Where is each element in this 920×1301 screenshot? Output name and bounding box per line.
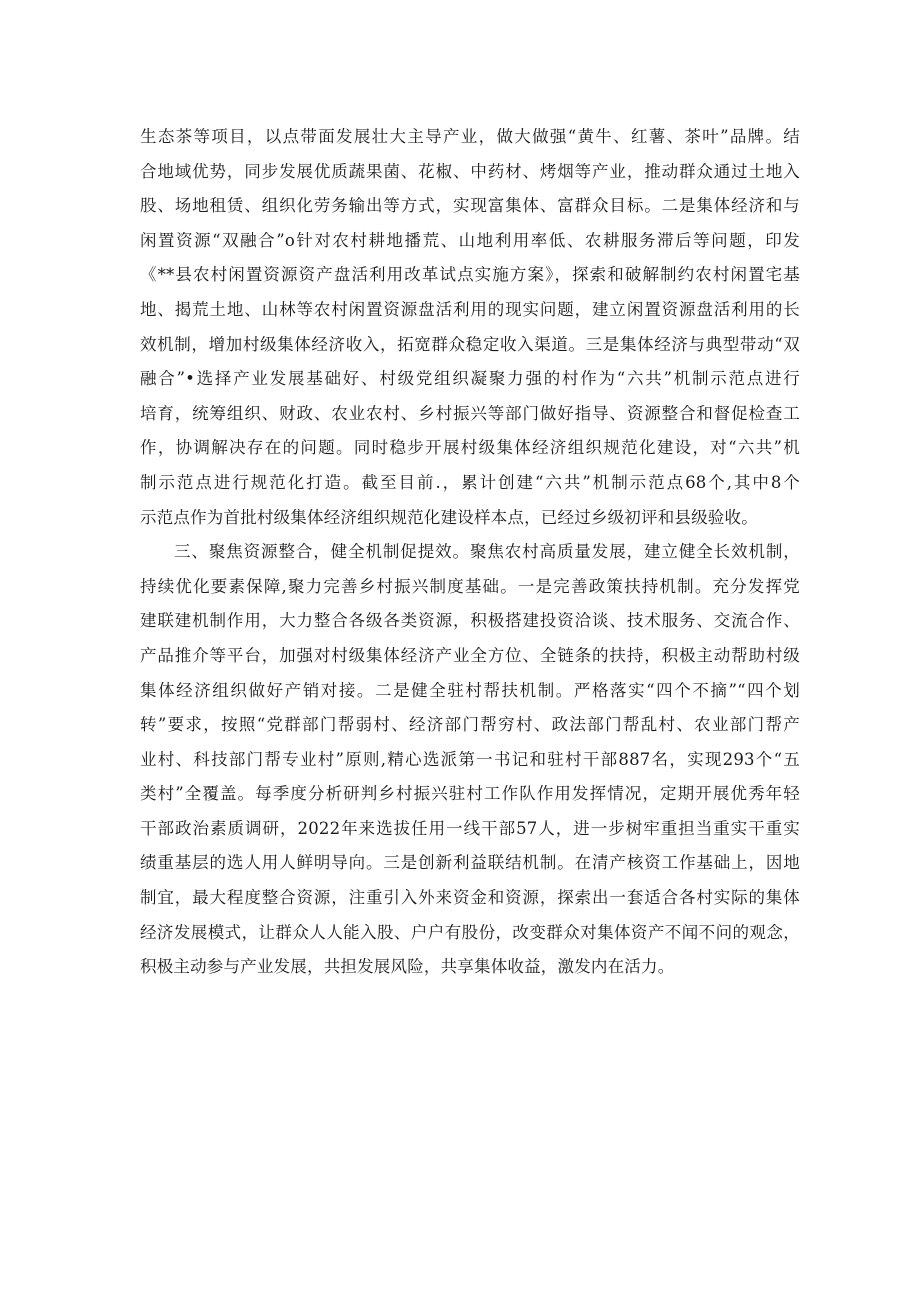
- paragraph-line: 积极主动参与产业发展，共担发展风险，共享集体收益，激发内在活力。: [140, 957, 675, 977]
- paragraph-line: 股、场地租赁、组织化劳务输出等方式，实现富集体、富群众目标。二是集体经济和与: [140, 196, 800, 216]
- paragraph-line: 业村、科技部门帮专业村”原则,精心选派第一书记和驻村干部887名，实现293个“五: [140, 749, 800, 769]
- paragraph-line: 生态茶等项目，以点带面发展壮大主导产业，做大做强“黄牛、红薯、茶叶”品牌。结: [140, 127, 800, 146]
- paragraph-line: 制宜，最大程度整合资源，注重引入外来资金和资源，探索出一套适合各村实际的集体: [140, 888, 800, 908]
- paragraph-line: 作，协调解决存在的问题。同时稳步开展村级集体经济组织规范化建设，对“六共”机: [140, 438, 800, 458]
- paragraph-line: 制示范点进行规范化打造。截至目前.，累计创建“六共”机制示范点68个,其中8个: [140, 472, 800, 492]
- paragraph-1: [140, 120, 800, 535]
- paragraph-line: 合地域优势，同步发展优质蔬果菌、花椒、中药材、烤烟等产业，推动群众通过土地入: [140, 161, 800, 181]
- paragraph-line: 经济发展模式，让群众人人能入股、户户有股份，改变群众对集体资产不闻不问的观念，: [140, 922, 800, 942]
- section-heading-line: 三、聚焦资源整合，健全机制促提效。聚焦农村高质量发展，建立健全长效机制，: [174, 542, 800, 562]
- paragraph-line: 绩重基层的选人用人鲜明导向。三是创新利益联结机制。在清产核资工作基础上，因地: [140, 853, 800, 873]
- paragraph-line: 集体经济组织做好产销对接。二是健全驻村帮扶机制。严格落实“四个不摘”“四个划: [140, 680, 800, 700]
- paragraph-line: 培育，统筹组织、财政、农业农村、乡村振兴等部门做好指导、资源整合和督促检查工: [140, 403, 800, 423]
- paragraph-2: [140, 535, 800, 985]
- document-body: [140, 120, 800, 985]
- paragraph-line: 类村”全覆盖。每季度分析研判乡村振兴驻村工作队作用发挥情况，定期开展优秀年轻: [140, 784, 800, 804]
- paragraph-line: 融合”•选择产业发展基础好、村级党组织凝聚力强的村作为“六共”机制示范点进行: [140, 369, 800, 389]
- paragraph-line: 闲置资源“双融合”o针对农村耕地播荒、山地利用率低、农耕服务滞后等问题，印发: [140, 230, 800, 250]
- paragraph-line: 持续优化要素保障,聚力完善乡村振兴制度基础。一是完善政策扶持机制。充分发挥党: [140, 576, 800, 596]
- paragraph-line: 转”要求，按照“党群部门帮弱村、经济部门帮穷村、政法部门帮乱村、农业部门帮产: [140, 715, 800, 735]
- paragraph-line: 效机制，增加村级集体经济收入，拓宽群众稳定收入渠道。三是集体经济与典型带动“双: [140, 334, 800, 354]
- paragraph-line: 产品推介等平台，加强对村级集体经济产业全方位、全链条的扶持，积极主动帮助村级: [140, 645, 800, 665]
- paragraph-line: 地、揭荒土地、山林等农村闲置资源盘活利用的现实问题，建立闲置资源盘活利用的长: [140, 299, 800, 319]
- paragraph-line: 干部政治素质调研，2022年来选拔任用一线干部57人，进一步树牢重担当重实干重实: [140, 818, 800, 838]
- paragraph-line: 示范点作为首批村级集体经济组织规范化建设样本点，已经过乡级初评和县级验收。: [140, 507, 758, 527]
- paragraph-line: 建联建机制作用，大力整合各级各类资源，积极搭建投资洽谈、技术服务、交流合作、: [140, 611, 800, 631]
- paragraph-line: 《**县农村闲置资源资产盘活利用改革试点实施方案》，探索和破解制约农村闲置宅基: [140, 265, 800, 285]
